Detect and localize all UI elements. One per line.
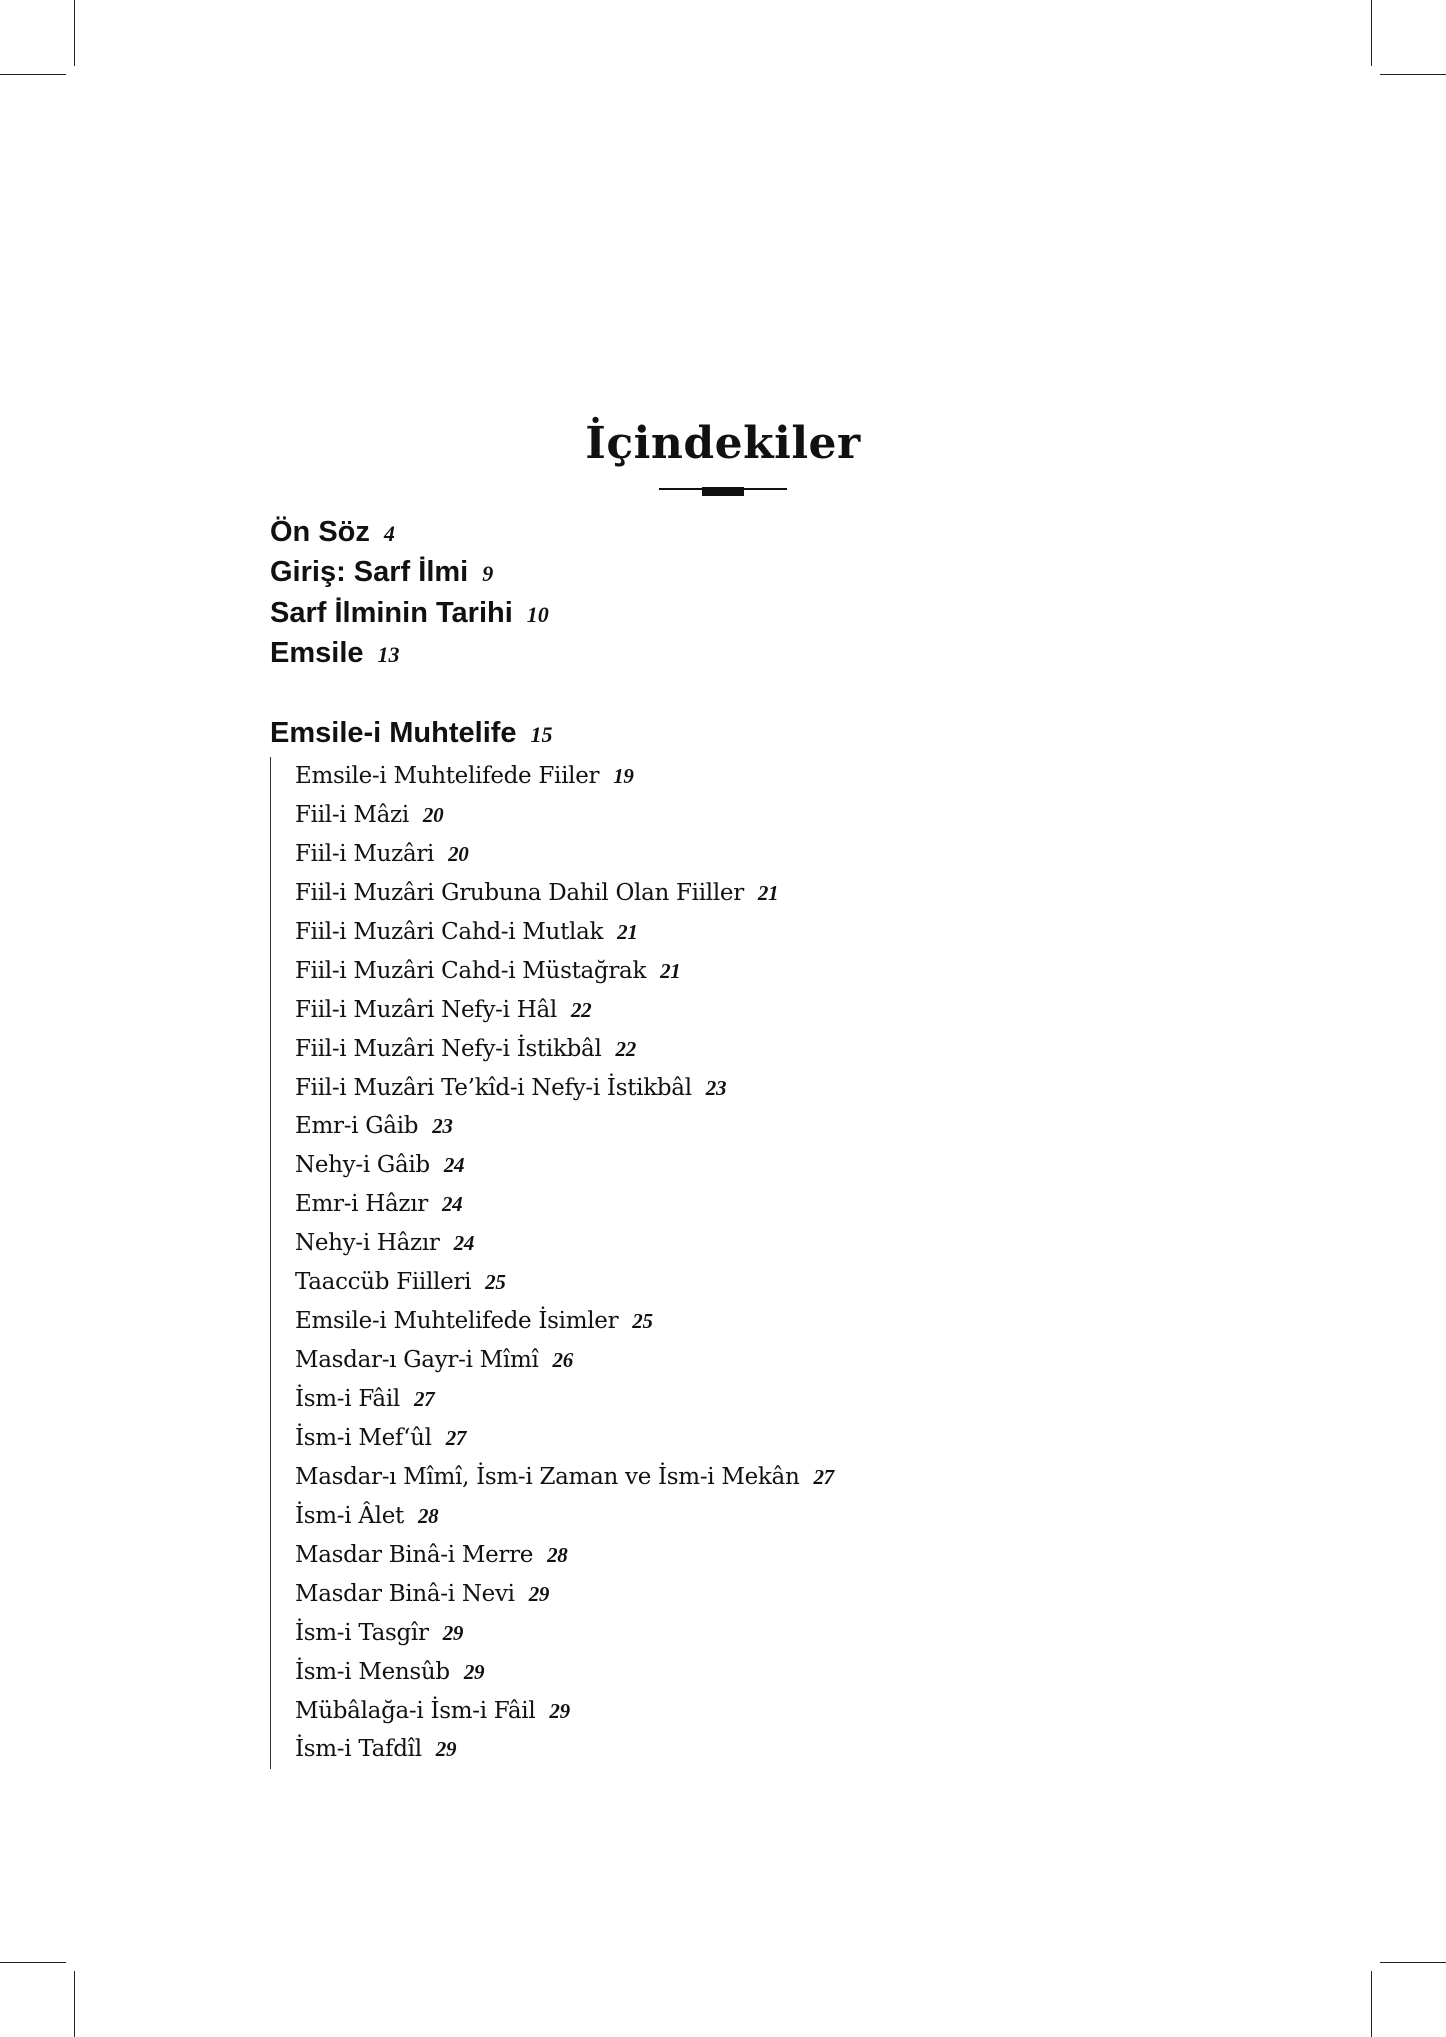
toc-sub-entry[interactable] (295, 1302, 1195, 1341)
toc-sub-entry[interactable] (295, 1614, 1195, 1653)
toc-entry-label: Masdar Binâ-i Nevi (295, 1580, 515, 1607)
toc-entry-label: Fiil-i Muzâri Grubuna Dahil Olan Fiiller (295, 879, 744, 906)
toc-entry-label: İsm-i Tasgîr (295, 1619, 429, 1646)
toc-page-number: 24 (443, 1153, 465, 1178)
toc-sub-entry[interactable] (295, 913, 1195, 952)
toc-entry-label: Emsile-i Muhtelifede İsimler (295, 1308, 619, 1335)
toc-entry-label: Masdar-ı Gayr-i Mîmî (295, 1347, 539, 1374)
title-divider-ornament (702, 487, 744, 496)
toc-entry-label: Fiil-i Muzâri Cahd-i Mutlak (295, 918, 604, 945)
toc-entry-label: Fiil-i Mâzi (295, 801, 409, 828)
toc-sub-entry[interactable] (295, 952, 1195, 991)
toc-entry-label: Emr-i Hâzır (295, 1191, 428, 1218)
toc-sub-entry[interactable] (295, 1458, 1195, 1497)
toc-entry-label: Fiil-i Muzâri Nefy-i İstikbâl (295, 1035, 602, 1062)
toc-page-number: 10 (526, 602, 549, 627)
toc-sub-entry[interactable] (295, 1536, 1195, 1575)
toc-page-number: 27 (445, 1425, 467, 1450)
toc-page-number: 24 (453, 1231, 475, 1256)
toc-entry-label: Sarf İlminin Tarihi (270, 597, 513, 629)
toc-entry-label: Nehy-i Hâzır (295, 1230, 440, 1257)
toc-entry-label: Ön Söz (270, 516, 370, 548)
toc-page-number: 29 (435, 1737, 457, 1762)
toc-page-number: 27 (813, 1464, 834, 1489)
toc-entry-label: Taaccüb Fiilleri (295, 1269, 472, 1296)
toc-page-number: 22 (570, 997, 592, 1022)
toc-page-number: 15 (530, 722, 553, 747)
toc-page-number: 26 (552, 1348, 573, 1373)
toc-page-number: 4 (383, 521, 395, 546)
toc-page-number: 25 (632, 1309, 653, 1334)
toc-sub-entry[interactable] (295, 1107, 1195, 1146)
toc-sub-entry[interactable] (295, 835, 1195, 874)
crop-mark (0, 74, 66, 75)
toc-page-number: 28 (547, 1542, 568, 1567)
toc-entry-label: Mübâlağa-i İsm-i Fâil (295, 1697, 536, 1724)
toc-sub-entry[interactable] (295, 1692, 1195, 1731)
toc-page-number: 13 (377, 642, 400, 667)
toc-page-number: 21 (660, 958, 681, 983)
toc-page-number: 27 (413, 1387, 435, 1411)
toc-sub-entry[interactable] (295, 1497, 1195, 1536)
toc-sub-entry[interactable] (295, 796, 1195, 835)
toc-page-number: 20 (448, 841, 469, 866)
toc-entry-label: Fiil-i Muzâri Nefy-i Hâl (295, 996, 557, 1023)
toc-sub-entry[interactable] (295, 1030, 1195, 1069)
toc-page-number: 20 (422, 802, 444, 827)
toc-major-entry[interactable] (270, 633, 400, 675)
toc-sub-entry[interactable] (295, 1653, 1195, 1692)
toc-page-number: 19 (613, 764, 634, 788)
toc-page-number: 24 (441, 1192, 463, 1217)
toc-entry-label: Giriş: Sarf İlmi (270, 556, 469, 588)
toc-sub-entry[interactable] (295, 1185, 1195, 1224)
toc-major-entry[interactable] (270, 552, 493, 594)
toc-sub-entry[interactable] (295, 1380, 1195, 1419)
toc-sub-entry[interactable] (295, 1419, 1195, 1458)
toc-entry-label: Emr-i Gâib (295, 1113, 419, 1140)
toc-sub-entry[interactable] (295, 1341, 1195, 1380)
toc-entry-label: Emsile-i Muhtelifede Fiiler (295, 763, 600, 789)
toc-major-entry[interactable] (270, 593, 549, 635)
toc-page-number: 23 (432, 1114, 453, 1139)
crop-mark (74, 1971, 75, 2037)
toc-entry-label: Fiil-i Muzâri Te’kîd-i Nefy-i İstikbâl (295, 1074, 692, 1101)
toc-sub-entries (270, 757, 1195, 1769)
toc-entry-label: Masdar-ı Mîmî, İsm-i Zaman ve İsm-i Mekân (295, 1463, 800, 1490)
toc-page-number: 29 (528, 1581, 550, 1606)
toc-entry-label: Fiil-i Muzâri (295, 840, 435, 867)
toc-page-number: 29 (549, 1698, 570, 1723)
toc-entry-label: Fiil-i Muzâri Cahd-i Müstağrak (295, 957, 647, 984)
toc-entry-label: İsm-i Mensûb (295, 1658, 450, 1685)
toc-sub-entry[interactable] (295, 1263, 1195, 1302)
toc-entry-label: Nehy-i Gâib (295, 1152, 430, 1179)
toc-sub-entry[interactable] (295, 991, 1195, 1030)
toc-sub-entry[interactable] (295, 1730, 1195, 1769)
toc-entry-label: Masdar Binâ-i Merre (295, 1541, 534, 1568)
crop-mark (1380, 74, 1446, 75)
toc-sub-entry[interactable] (295, 1069, 1195, 1108)
toc-entry-label: İsm-i Fâil (295, 1386, 400, 1412)
crop-mark (1371, 1971, 1372, 2037)
toc-page-number: 28 (417, 1503, 439, 1528)
page-title: İçindekiler (585, 418, 861, 469)
toc-entry-label: İsm-i Âlet (295, 1502, 404, 1529)
crop-mark (0, 1962, 66, 1963)
crop-mark (1371, 0, 1372, 66)
toc-entry-label: Emsile (270, 637, 364, 669)
toc-sub-entry[interactable] (295, 757, 1195, 796)
toc-entry-label: İsm-i Mef‘ûl (295, 1424, 432, 1451)
toc-page-number: 29 (442, 1620, 464, 1645)
toc-sub-entry[interactable] (295, 1224, 1195, 1263)
toc-sub-entry[interactable] (295, 874, 1195, 913)
crop-mark (1380, 1962, 1446, 1963)
toc-entry-label: İsm-i Tafdîl (295, 1736, 422, 1763)
toc-sub-entry[interactable] (295, 1575, 1195, 1614)
crop-mark (74, 0, 75, 66)
toc-page-number: 29 (463, 1659, 485, 1684)
toc-major-entry[interactable] (270, 512, 395, 554)
toc-page-number: 23 (705, 1075, 727, 1100)
toc-major-entry[interactable] (270, 713, 553, 755)
toc-entry-label: Emsile-i Muhtelife (270, 717, 517, 749)
toc-page-number: 21 (617, 919, 638, 944)
toc-sub-entry[interactable] (295, 1146, 1195, 1185)
toc-page-number: 25 (485, 1270, 506, 1295)
toc-page-number: 22 (615, 1036, 636, 1061)
toc-page-number: 9 (482, 561, 494, 586)
toc-page-number: 21 (757, 880, 779, 905)
